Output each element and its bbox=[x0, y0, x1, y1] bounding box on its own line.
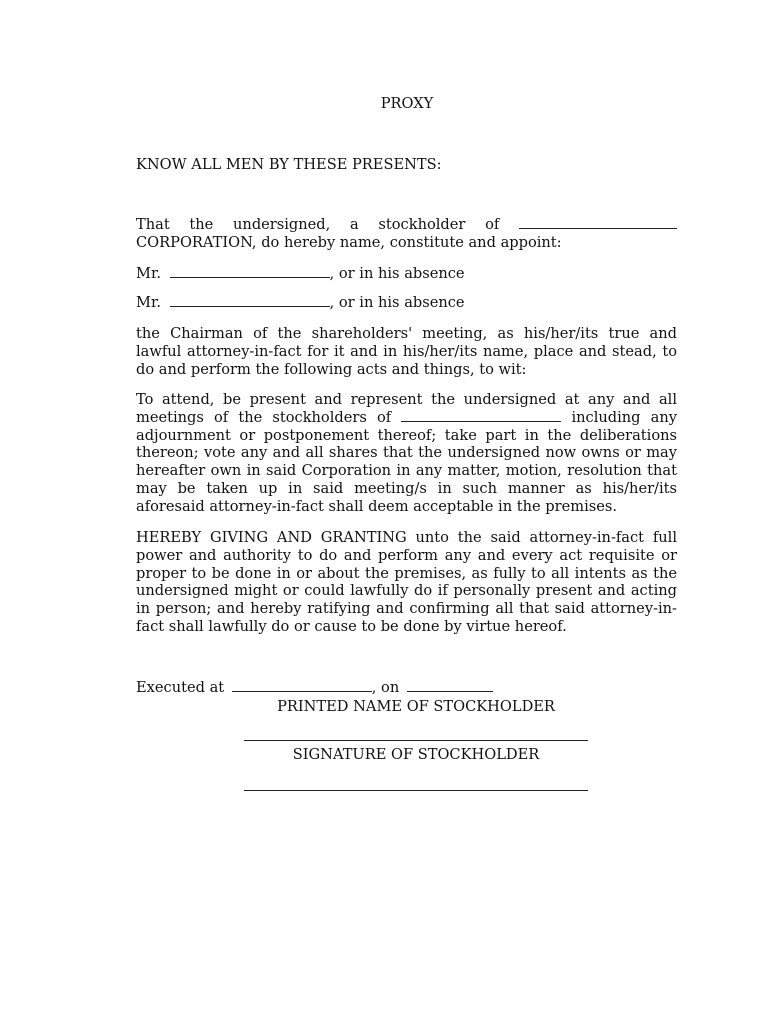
appointee-prefix: Mr. bbox=[136, 265, 161, 282]
executed-date-blank[interactable] bbox=[407, 679, 493, 692]
attend-paragraph-part-1: To attend, be present and represent the undersigned at any and all meetings of the stockholders of bbox=[136, 391, 677, 426]
attend-paragraph-part-2: including any adjournment or postponement thereof; take part in the deliberations thereon; vote any and all shares that the undersigned now owns or may hereafter own in said Corporation in any matter, motion, resolution that may be taken up in said meeting/s in such manner as his/her/its aforesaid attorney-in-fact shall deem acceptable in the premises. bbox=[136, 408, 677, 515]
signature-line[interactable] bbox=[244, 790, 588, 791]
document-heading: KNOW ALL MEN BY THESE PRESENTS: bbox=[136, 156, 442, 173]
attend-paragraph bbox=[136, 391, 677, 516]
executed-prefix: Executed at bbox=[136, 679, 225, 696]
executed-place-blank[interactable] bbox=[232, 679, 372, 692]
corporation-name-blank[interactable] bbox=[519, 216, 677, 229]
appointee-1-name-blank[interactable] bbox=[170, 265, 330, 278]
appointee-line-1 bbox=[136, 265, 465, 282]
appointee-line-2 bbox=[136, 294, 465, 311]
chairman-paragraph: the Chairman of the shareholders' meeting, as his/her/its true and lawful attorney-in-fact for it and in his/her/its name, place and stead, to do and perform the following acts and things, to wit: bbox=[136, 325, 677, 378]
intro-word: the bbox=[189, 216, 214, 233]
appointee-2-name-blank[interactable] bbox=[170, 294, 330, 307]
intro-line-2: CORPORATION, do hereby name, constitute and appoint: bbox=[136, 234, 562, 251]
intro-word: That bbox=[136, 216, 170, 233]
granting-paragraph: HEREBY GIVING AND GRANTING unto the said attorney-in-fact full power and authority to do and perform any and every act requisite or proper to be done in or about the premises, as fully to all intents as the undersigned might or could lawfully do if personally present and acting in person; and hereby ratifying and confirming all that said attorney-in-fact shall lawfully do or cause to be done by virtue hereof. bbox=[136, 529, 677, 635]
intro-word: undersigned, bbox=[233, 216, 331, 233]
appointee-suffix: , or in his absence bbox=[329, 294, 465, 311]
printed-name-label: PRINTED NAME OF STOCKHOLDER bbox=[277, 698, 555, 715]
executed-line bbox=[136, 679, 493, 696]
appointee-prefix: Mr. bbox=[136, 294, 161, 311]
stockholders-of-blank[interactable] bbox=[401, 409, 561, 422]
executed-middle: , on bbox=[371, 679, 400, 696]
intro-word: stockholder bbox=[378, 216, 466, 233]
printed-name-line[interactable] bbox=[244, 740, 588, 741]
signature-label: SIGNATURE OF STOCKHOLDER bbox=[292, 746, 540, 763]
document-title: PROXY bbox=[380, 95, 434, 112]
intro-line-1 bbox=[136, 216, 677, 233]
intro-word: of bbox=[485, 216, 500, 233]
appointee-suffix: , or in his absence bbox=[329, 265, 465, 282]
intro-word: a bbox=[350, 216, 359, 233]
